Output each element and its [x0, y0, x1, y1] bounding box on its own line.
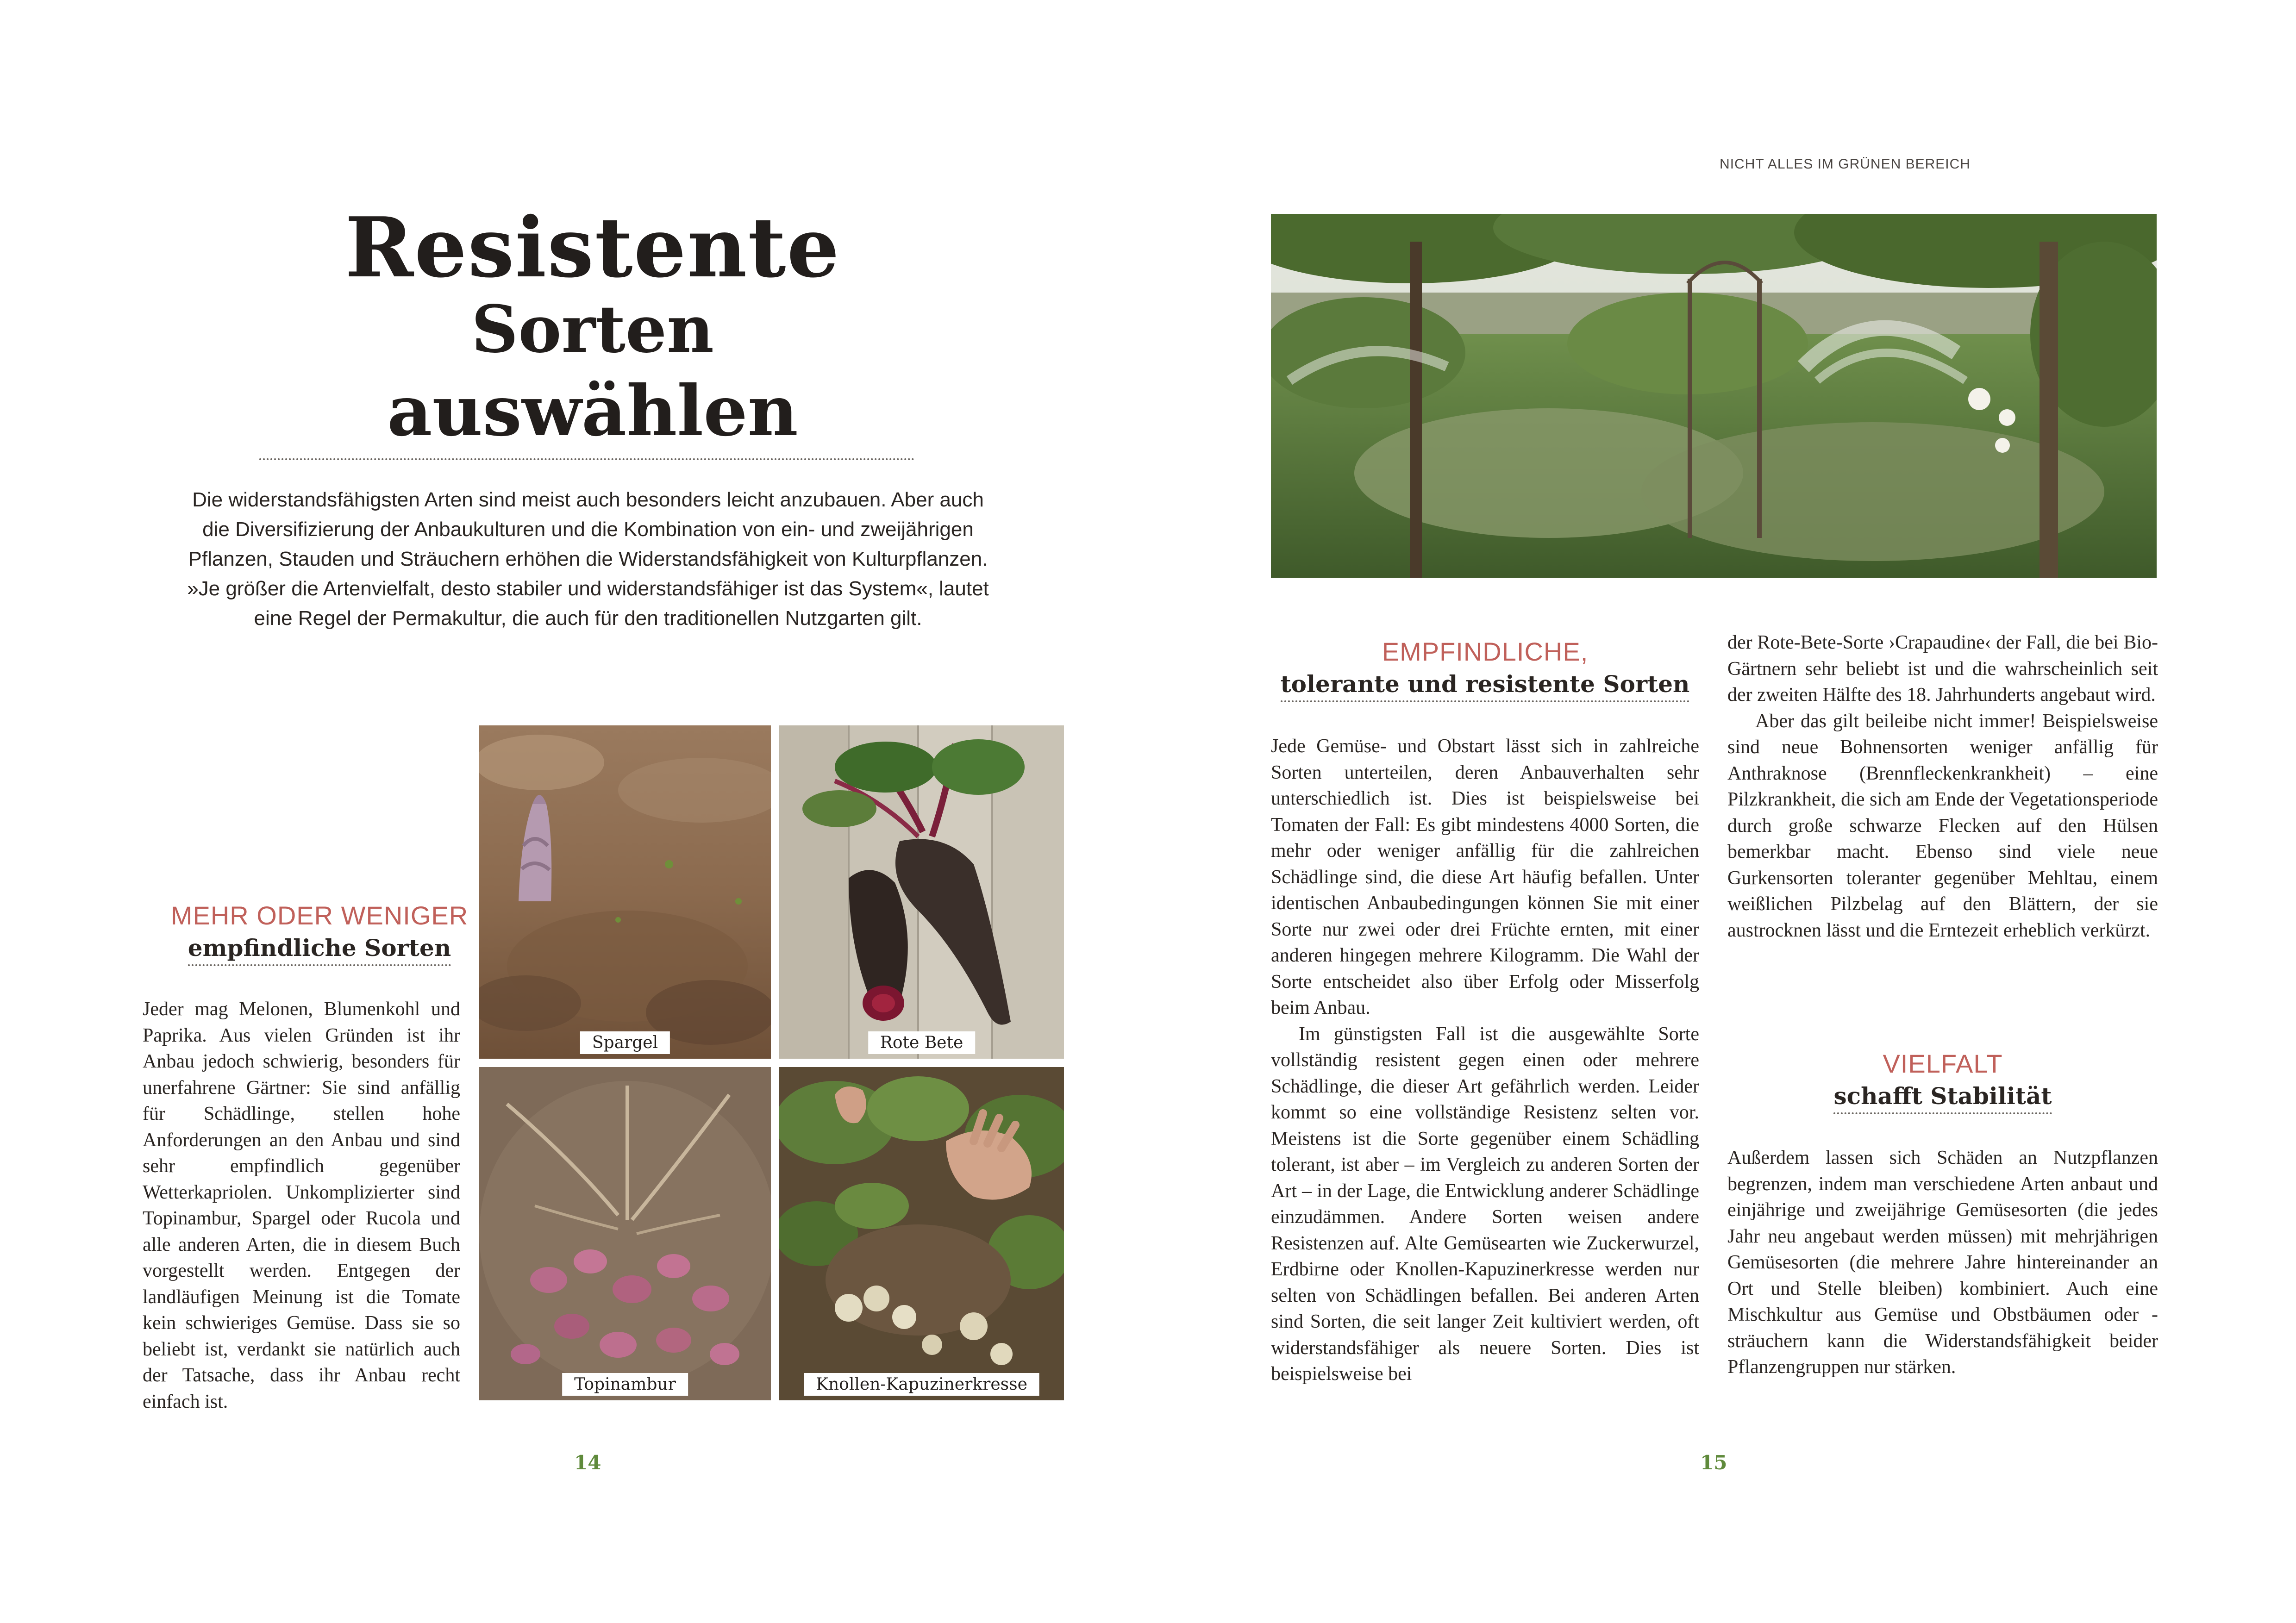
section-body-sensitive [143, 996, 460, 1415]
photo-caption-spargel: Spargel [580, 1031, 670, 1054]
photo-caption-knollen-kapuzinerkresse: Knollen-Kapuzinerkresse [804, 1373, 1039, 1396]
photo-caption-topinambur: Topinambur [562, 1373, 688, 1396]
page-title-line-2: Sorten [471, 292, 714, 368]
running-head: NICHT ALLES IM GRÜNEN BEREICH [1720, 156, 1971, 172]
body-paragraph-5: Außerdem lassen sich Schäden an Nutzpflanzen begrenzen, indem man verschiedene Arten anbaut und einjährige und zweijährige Gemüsesorten (die jedes Jahr neu angebaut werden müssen) mit mehrjährigen Gemüsesorten (die mehrere Jahre hintereinander an Ort und Stelle bleiben) kombiniert. Auch eine Mischkultur aus Gemüse und Obstbäumen oder -sträuchern kann die Widerstandsfähigkeit beider Pflanzengruppen nur stärken. [1727, 1147, 2158, 1378]
rote-bete-image [779, 725, 1064, 1059]
body-paragraph-2: Im günstigsten Fall ist die ausgewählte Sorte vollständig resistent gegen einen oder mehrere Schädlinge, die dieser Art gefährlich werden. Leider kommt so eine vollständige Resistenz selten vor. Meistens ist die Sorte gegenüber einem Schädling tolerant, ist aber – im Vergleich zu anderen Sorten der Art – in der Lage, die Entwicklung anderer Schädlinge einzudämmen. Andere Sorten weisen andere Resistenzen auf. Alte Gemüsearten wie Zuckerwurzel, Erdbirne oder Knollen-Kapuzinerkresse werden nur selten von Schädlingen befallen. Bei anderen Arten sind Sorten, die seit langer Zeit kultiviert werden, oft widerstandsfähiger als neuere Sorten. Dies ist beispielsweise bei [1271, 1023, 1699, 1385]
garden-sprinkler-image [1271, 214, 2157, 578]
topinambur-image [479, 1067, 771, 1400]
section-body-tolerant [1271, 733, 1699, 1387]
photo-rote-bete [779, 725, 1064, 1059]
section-heading-top: VIELFALT [1883, 1049, 2003, 1078]
page-title-line-1: Resistente [345, 199, 840, 296]
section-heading-sensitive [139, 900, 500, 966]
photo-spargel [479, 725, 771, 1059]
section-heading-tolerant [1271, 637, 1699, 702]
photo-knollen-kapuzinerkresse [779, 1067, 1064, 1400]
photo-topinambur [479, 1067, 771, 1400]
photo-caption-rote-bete: Rote Bete [868, 1031, 976, 1054]
page-number-left: 14 [574, 1451, 601, 1474]
page-number-right: 15 [1700, 1451, 1727, 1474]
section-heading-top: EMPFINDLICHE, [1382, 637, 1589, 666]
spargel-image [479, 725, 771, 1059]
body-paragraph: Jeder mag Melonen, Blumenkohl und Paprika. Aus vielen Gründen ist ihr Anbau jedoch schwierig, besonders für unerfahrene Gärtner: Sie sind anfällig für Schädlinge, stellen hohe Anforderungen an den Anbau und sind sehr empfindlich gegenüber Wetterkapriolen. Unkomplizierter sind Topinambur, Spargel oder Rucola und alle anderen Arten, die in diesem Buch vorgestellt werden. Entgegen der landläufigen Meinung ist die Tomate kein schwieriges Gemüse. Dass sie so beliebt ist, verdankt sie natürlich auch der Tatsache, dass ihr Anbau recht einfach ist. [143, 999, 460, 1412]
body-paragraph-4: Aber das gilt beileibe nicht immer! Beispielsweise sind neue Bohnensorten weniger anfällig für Anthraknose (Brennfleckenkrankheit) – eine Pilzkrankheit, die sich am Ende der Vegetationsperiode durch große schwarze Flecken auf den Hülsen bemerkbar macht. Ebenso sind viele neue Gurkensorten toleranter gegenüber Mehltau, einem weißlichen Pilzbelag auf den Blättern, der sie austrocknen lässt und die Erntezeit erheblich verkürzt. [1727, 710, 2158, 941]
section-heading-bottom: schafft Stabilität [1833, 1082, 2052, 1114]
knollen-kapuzinerkresse-image [779, 1067, 1064, 1400]
intro-paragraph: Die widerstandsfähigsten Arten sind meist auch besonders leicht anzubauen. Aber auch die Diversifizierung der Anbaukulturen und die Kombination von ein- und zweijährigen Pflanzen, Stauden und Sträuchern erhöhen die Widerstandsfähigkeit von Kulturpflanzen. »Je größer die Artenvielfalt, desto stabiler und widerstandsfähiger ist das System«, lautet eine Regel der Permakultur, die auch für den traditionellen Nutzgarten gilt. [187, 488, 989, 630]
body-paragraph-1: Jede Gemüse- und Obstart lässt sich in zahlreiche Sorten unterteilen, deren Anbauverhalten sehr unterschiedlich ist. Dies ist beispielsweise bei Tomaten der Fall: Es gibt mindestens 4000 Sorten, die mehr oder weniger anfällig für die zahlreichen Schädlinge sind, die diese Art häufig befallen. Unter identischen Anbaubedingungen können Sie mit einer Sorte nur zwei oder drei Früchte ernten, mit einer anderen hingegen mehrere Kilogramm. Die Wahl der Sorte entscheidet also über Erfolg oder Misserfolg beim Anbau. [1271, 736, 1699, 1018]
page-title-line-3: auswählen [387, 370, 798, 452]
section-heading-vielfalt [1727, 1049, 2158, 1114]
section-heading-bottom: tolerante und resistente Sorten [1281, 670, 1690, 702]
column-2-continuation [1727, 630, 2158, 943]
section-heading-bottom: empfindliche Sorten [188, 934, 451, 966]
right-page [1148, 0, 2296, 1623]
section-heading-top: MEHR ODER WENIGER [170, 901, 469, 930]
body-paragraph-3: der Rote-Bete-Sorte ›Crapaudine‹ der Fall, die bei Bio-Gärtnern sehr beliebt ist und die wahrscheinlich seit der zweiten Hälfte des 18. Jahrhunderts angebaut wird. [1727, 632, 2158, 705]
photo-garden-sprinkler [1271, 214, 2157, 578]
title-divider [259, 458, 914, 460]
section-body-vielfalt [1727, 1145, 2158, 1380]
